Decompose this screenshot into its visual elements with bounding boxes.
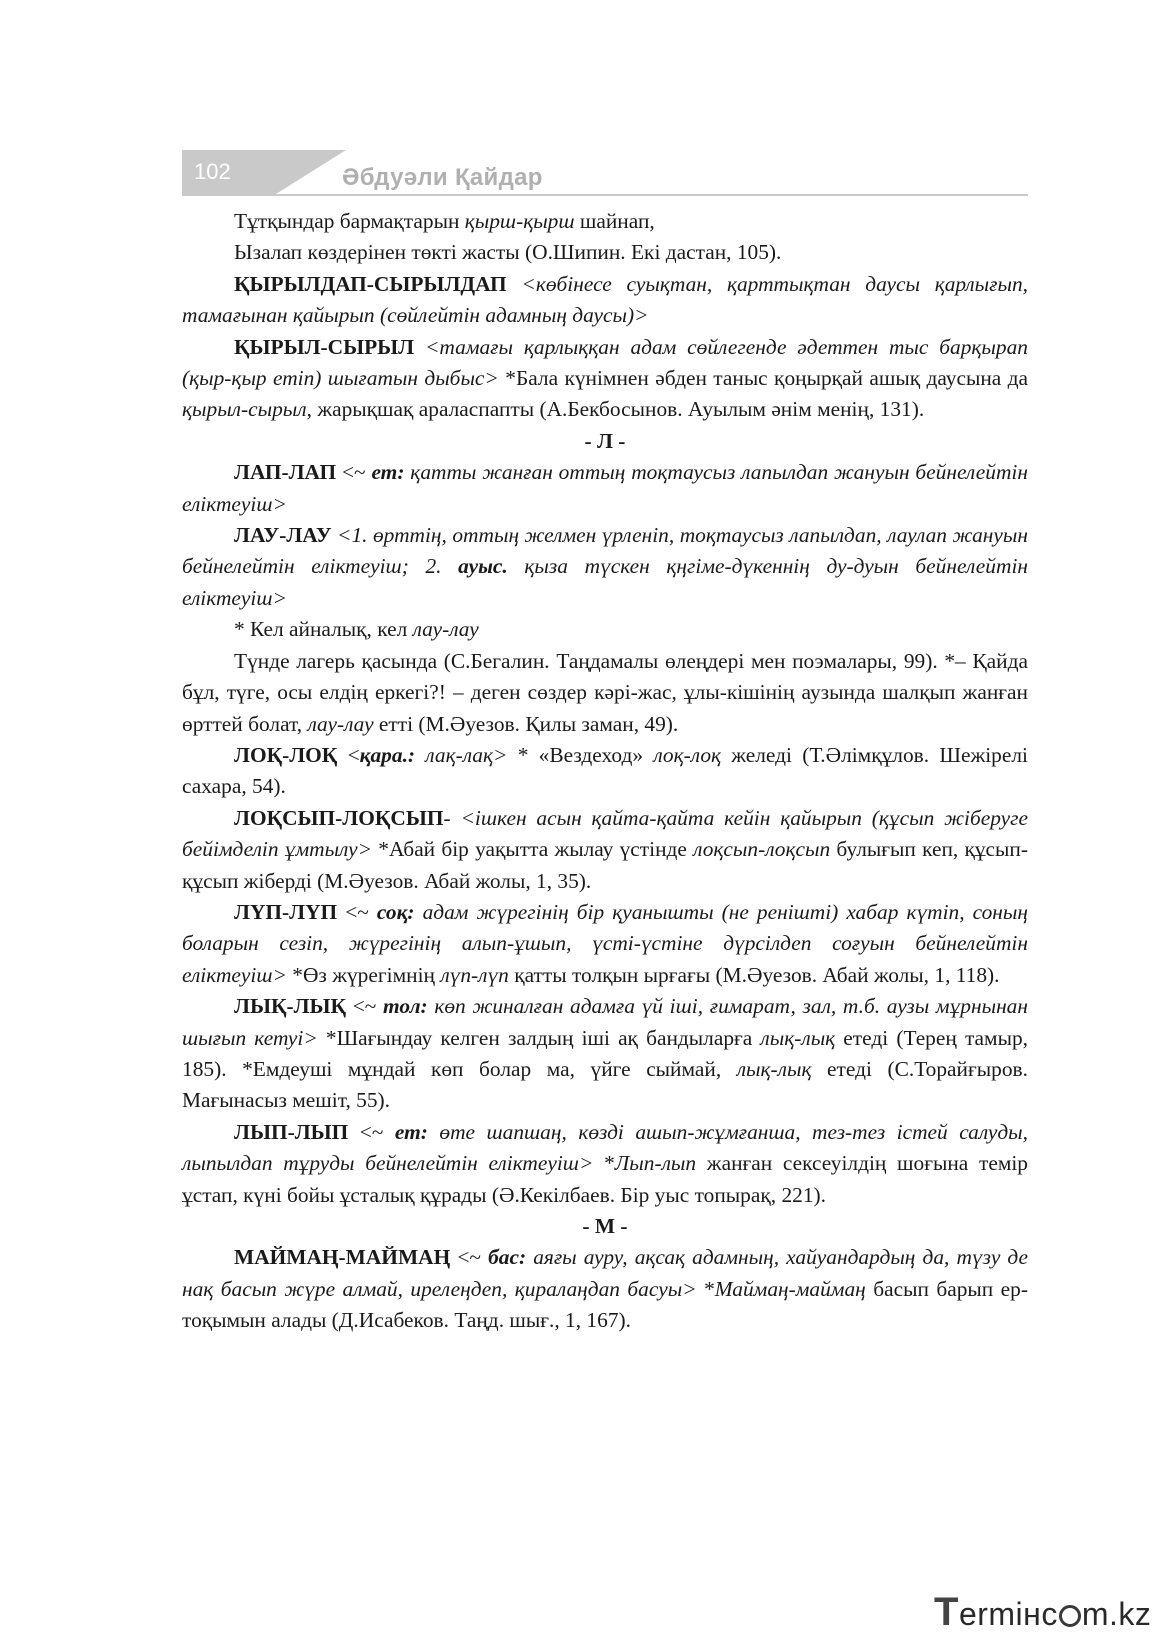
headword: ЛЫП-ЛЫП: [234, 1119, 349, 1144]
example-paragraph: Түнде лагерь қасында (С.Бегалин. Таңдамалы өлеңдері мен поэмалары, 99). *– Қайда бұл, түге, осы елдің еркегі?! – деген сөздер кәрі-жас, ұлы-кішінің аузында шалқып жанған өрттей болат, лау-лау етті (М.Әуезов. Қилы заман, 49).: [182, 648, 1028, 736]
headword: МАЙМАҢ-МАЙМАҢ: [234, 1245, 451, 1270]
entry-lyp-lyp: ЛЫП-ЛЫП <~ ет: өте шапшаң, көзді ашып-жұмғанша, тез-тез істей салуды, лыпылдап тұруды бейнелейтін еліктеуіш> *Лып-лып жанған сексеуілдің шоғына темір ұстап, күні бойы ұсталық құрады (Ә.Кекілбаев. Бір уыс топырақ, 221).: [182, 1119, 1028, 1207]
verse-line: Ызалап көздерінен төкті жасты (О.Шипин. Екі дастан, 105).: [234, 240, 782, 265]
section-letter-l: - Л -: [584, 428, 626, 453]
header-tab-decoration: [276, 150, 346, 194]
watermark-logo: Тermінc m.kz: [934, 1590, 1152, 1634]
entry-lup-lup: ЛҮП-ЛҮП <~ соқ: адам жүрегінің бір қуанышты (не реніштi) хабар күтіп, соның боларын сезіп, жүрегінің алып-ұшып, үсті-үстіне дүрсілдеп соғуын бейнелейтін еліктеуіш> *Өз жүрегімнің лүп-лүп қатты толқын ырғағы (М.Әуезов. Абай жолы, 1, 118).: [182, 899, 1028, 987]
verse-line: Тұтқындар бармақтарын қырш-қырш шайнап,: [234, 209, 655, 233]
entry-lap-lap: ЛАП-ЛАП <~ ет: қатты жанған оттың тоқтаусыз лапылдап жануын бейнелейтін еліктеуіш>: [182, 460, 1028, 516]
headword: ЛАУ-ЛАУ: [234, 523, 332, 548]
entry-lok-lok: ЛОҚ-ЛОҚ <қара.: лақ-лақ> * «Вездеход» лоқ-лоқ желеді (Т.Әлімқұлов. Шежірелі сахара, 54).: [182, 742, 1028, 799]
entry-loksyp-loksyp: ЛОҚСЫП-ЛОҚСЫП- <ішкен асын қайта-қайта кейін қайырып (құсып жіберуге бейімделіп ұмтылу> *Абай бір уақытта жылау үстінде лоқсып-лоқсып булығып кеп, құсып-құсып жіберді (М.Әуезов. Абай жолы, 1, 35).: [182, 805, 1028, 893]
entry-lau-lau: ЛАУ-ЛАУ <1. өрттің, оттың желмен үрленіп, тоқтаусыз лапылдап, лаулап жануын бейнелейтін еліктеуіш; 2. ауыс. қыза түскен қңгіме-дүкеннің ду-дуын бейнелейтін еліктеуіш>: [182, 523, 1028, 610]
entry-lyk-lyk: ЛЫҚ-ЛЫҚ <~ тол: көп жиналған адамға үй іші, ғимарат, зал, т.б. аузы мұрнынан шығып кетуі> *Шағындау келген залдың іші ақ бандыларға лық-лық етеді (Терең тамыр, 185). *Емдеуші мұндай көп болар ма, үйге сыймай, лық-лық етеді (С.Торайғыров. Мағынасыз мешіт, 55).: [182, 994, 1029, 1113]
entry-kyryl-syryl: ҚЫРЫЛ-СЫРЫЛ <тамағы қарлыққан адам сөйлегенде әдеттен тыс барқырап (қыр-қыр етіп) шығатын дыбыс> *Бала күнімнен әбден таныс қоңырқай ашық даусына да қырыл-сырыл, жарықшақ араласпапты (А.Бекбосынов. Ауылым әнім менің, 131).: [182, 334, 1029, 422]
headword: ЛОҚСЫП-ЛОҚСЫП: [234, 805, 444, 830]
entry-kyryldap-syryldap: ҚЫРЫЛДАП-СЫРЫЛДАП <көбінесе суықтан, қарттықтан даусы қарлығып, тамағынан қайырып (сөйлейтін адамның даусы)>: [182, 271, 1028, 328]
headword: ЛОҚ-ЛОҚ: [234, 742, 338, 767]
page-number: 102: [182, 150, 276, 194]
header-rule: [182, 194, 1028, 196]
page-header: [182, 150, 1028, 196]
entry-maiman-maiman: МАЙМАҢ-МАЙМАҢ <~ бас: аяғы ауру, ақсақ адамның, хайуандардың да, түзу де нақ басып жүре алмай, ирелеңдеп, қиралаңдап басуы> *Маймаң-маймаң басып барып ер-тоқымын алады (Д.Исабеков. Таңд. шығ., 1, 167).: [182, 1245, 1029, 1333]
headword: ЛЫҚ-ЛЫҚ: [234, 994, 347, 1019]
section-letter-m: - М -: [582, 1214, 628, 1238]
running-header-author: Әбдуәли Қайдар: [342, 164, 543, 191]
logo-circle-icon: [1059, 1605, 1081, 1627]
headword: ҚЫРЫЛ-СЫРЫЛ: [234, 334, 415, 359]
headword: ҚЫРЫЛДАП-СЫРЫЛДАП: [234, 271, 507, 296]
headword: ЛАП-ЛАП: [234, 460, 337, 485]
headword: ЛҮП-ЛҮП: [234, 899, 338, 924]
example-line: * Кел айналық, кел лау-лау: [234, 617, 479, 642]
dictionary-text: [182, 206, 1028, 1337]
